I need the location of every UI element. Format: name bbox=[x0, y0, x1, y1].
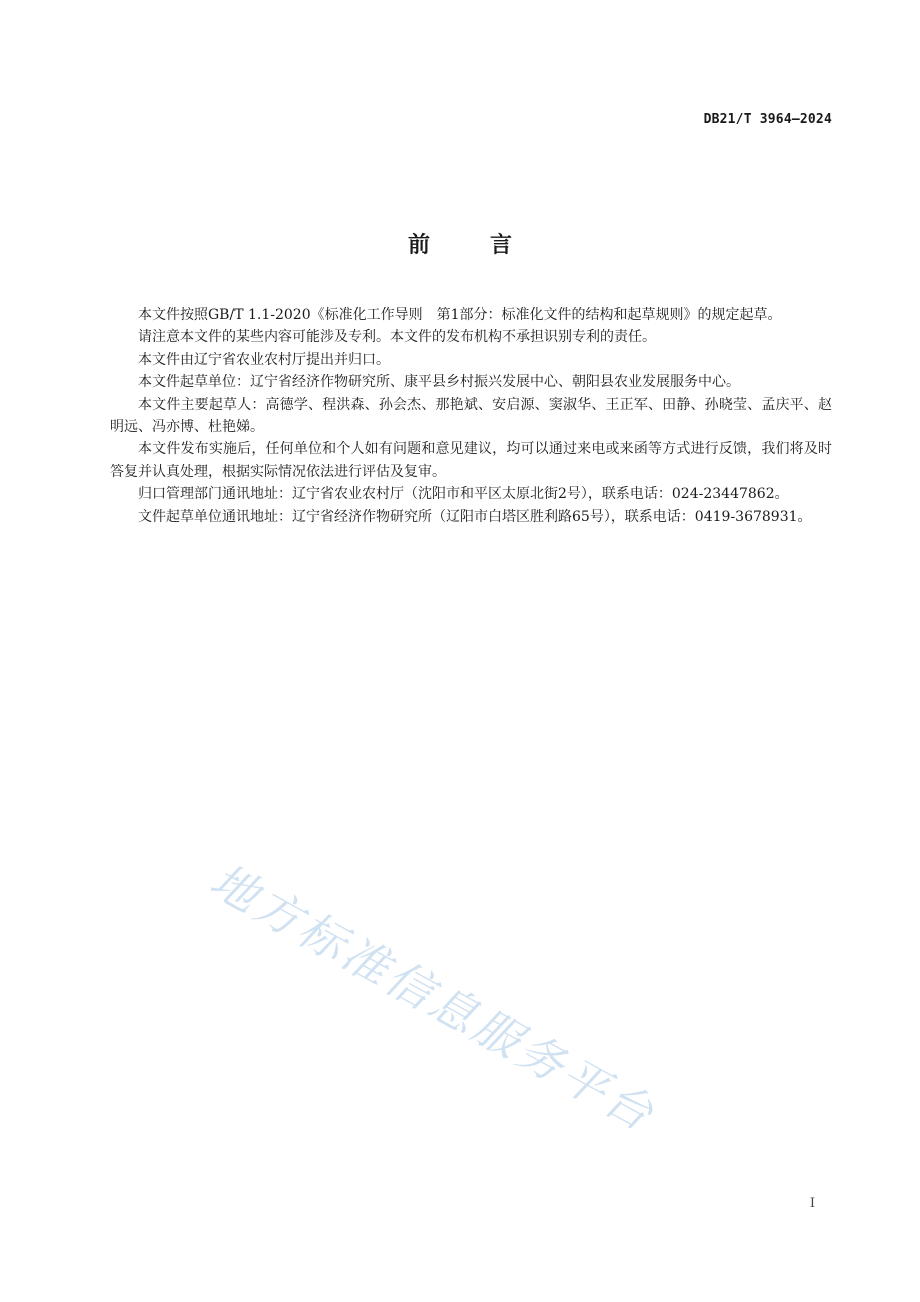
paragraph-drafting-units: 本文件起草单位：辽宁省经济作物研究所、康平县乡村振兴发展中心、朝阳县农业发展服务中心。 bbox=[138, 374, 740, 391]
page-number: I bbox=[809, 1196, 815, 1211]
watermark: 地方标准信息服务平台 bbox=[201, 852, 665, 1143]
paragraph-authority-contact: 归口管理部门通讯地址：辽宁省农业农村厅（沈阳市和平区太原北街2号），联系电话：024-23447862。 bbox=[138, 486, 789, 503]
paragraph-patent-notice: 请注意本文件的某些内容可能涉及专利。本文件的发布机构不承担识别专利的责任。 bbox=[138, 329, 656, 346]
paragraph-drafters: 本文件主要起草人：高德学、程洪森、孙会杰、那艳斌、安启源、窦淑华、王正军、田静、孙晓莹、孟庆平、赵明远、冯亦博、杜艳娣。 bbox=[110, 396, 832, 436]
page-title: 前言 bbox=[407, 233, 572, 258]
paragraph-drafting-rules: 本文件按照GB/T 1.1-2020《标准化工作导则 第1部分：标准化文件的结构和起草规则》的规定起草。 bbox=[138, 307, 782, 323]
paragraph-feedback: 本文件发布实施后，任何单位和个人如有问题和意见建议，均可以通过来电或来函等方式进行反馈，我们将及时答复并认真处理，根据实际情况依法进行评估及复审。 bbox=[110, 441, 832, 480]
paragraph-drafter-contact: 文件起草单位通讯地址：辽宁省经济作物研究所（辽阳市白塔区胜利路65号），联系电话：0419-3678931。 bbox=[138, 508, 812, 525]
foreword-body bbox=[110, 304, 832, 528]
paragraph-proposer: 本文件由辽宁省农业农村厅提出并归口。 bbox=[138, 351, 390, 368]
document-code: DB21/T 3964—2024 bbox=[703, 112, 832, 127]
